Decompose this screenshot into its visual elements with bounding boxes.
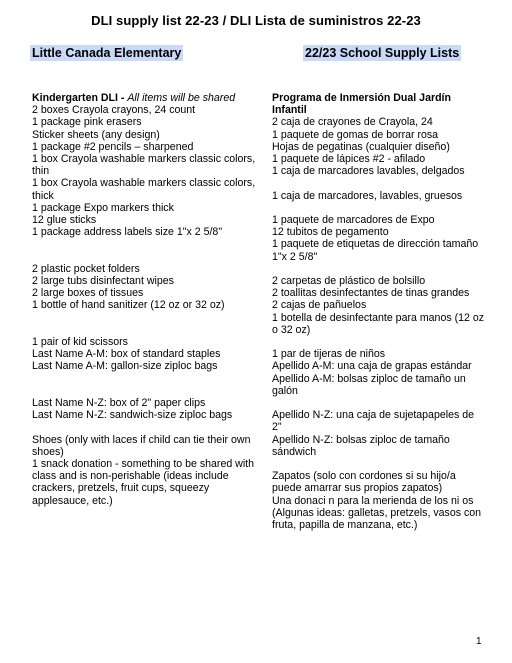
english-item: 12 glue sticks bbox=[32, 214, 97, 227]
english-item: Sticker sheets (any design) bbox=[32, 128, 160, 141]
english-item: Last Name A-M: gallon-size ziploc bags bbox=[32, 360, 218, 373]
english-item: Last Name N-Z: box of 2" paper clips bbox=[32, 396, 206, 409]
school-name-band: Little Canada Elementary bbox=[32, 46, 182, 60]
spanish-item: Apellido N-Z: una caja de sujetapapeles de 2" bbox=[272, 409, 475, 434]
english-item: Shoes (only with laces if child can tie their own shoes) bbox=[32, 433, 251, 458]
spanish-item: 1 caja de marcadores lavables, delgados bbox=[272, 165, 465, 178]
spanish-item bbox=[272, 202, 486, 214]
spanish-heading: Programa de Inmersión Dual Jardín Infantil bbox=[272, 92, 451, 117]
english-item: 2 large boxes of tissues bbox=[32, 287, 144, 300]
spanish-item: Una donaci n para la merienda de los ni os (Algunas ideas: galletas, pretzels, vasos con fruta, papilla de manzana, etc.) bbox=[272, 494, 482, 532]
spanish-item bbox=[272, 177, 486, 189]
spanish-item: 1 paquete de lápices #2 - afilado bbox=[272, 153, 426, 166]
english-item: 2 plastic pocket folders bbox=[32, 262, 140, 275]
spanish-item: Apellido N-Z: bolsas ziploc de tamaño sándwich bbox=[272, 433, 450, 458]
spanish-item: 2 toallitas desinfectantes de tinas grandes bbox=[272, 287, 470, 300]
spanish-item: 1 botella de desinfectante para manos (12 oz o 32 oz) bbox=[272, 311, 485, 336]
english-item: 1 bottle of hand sanitizer (12 oz or 32 oz) bbox=[32, 299, 225, 312]
spanish-item: Hojas de pegatinas (cualquier diseño) bbox=[272, 140, 450, 153]
spanish-item: 1 caja de marcadores, lavables, gruesos bbox=[272, 189, 463, 202]
english-item: 1 pair of kid scissors bbox=[32, 336, 128, 348]
english-item: Last Name A-M: box of standard staples bbox=[32, 348, 221, 361]
spanish-item: 1 par de tijeras de niños bbox=[272, 348, 386, 361]
english-item: 1 package pink erasers bbox=[32, 116, 142, 129]
spanish-item: 2 carpetas de plástico de bolsillo bbox=[272, 275, 426, 287]
spanish-item: 1 paquete de gomas de borrar rosa bbox=[272, 128, 439, 141]
english-item: 2 large tubs disinfectant wipes bbox=[32, 275, 174, 288]
english-item: 1 package Expo markers thick bbox=[32, 201, 174, 214]
english-item: 1 package #2 pencils – sharpened bbox=[32, 140, 194, 153]
spanish-item: 2 caja de crayones de Crayola, 24 bbox=[272, 116, 433, 129]
supply-list-title-band: 22/23 School Supply Lists bbox=[305, 46, 460, 60]
spanish-item: 1 paquete de marcadores de Expo bbox=[272, 214, 435, 226]
english-item: 1 box Crayola washable markers classic colors, thin bbox=[32, 153, 256, 178]
english-item: 2 boxes Crayola crayons, 24 count bbox=[32, 104, 196, 117]
spanish-item: 2 cajas de pañuelos bbox=[272, 299, 367, 312]
english-item: 1 snack donation - something to be shared with class and is non-perishable (ideas include crackers, pretzels, fruit cups, squeezy applesauce, etc.) bbox=[32, 457, 255, 507]
english-item: 1 package address labels size 1"x 2 5/8" bbox=[32, 226, 223, 239]
english-supply-column bbox=[32, 92, 256, 507]
page-number: 1 bbox=[476, 636, 482, 647]
document-title: DLI supply list 22-23 / DLI Lista de suministros 22-23 bbox=[91, 13, 421, 28]
spanish-item: Apellido A-M: bolsas ziploc de tamaño un galón bbox=[272, 372, 466, 397]
english-heading bbox=[32, 92, 256, 104]
spanish-item: 12 tubitos de pegamento bbox=[272, 226, 389, 239]
spanish-item: Zapatos (solo con cordones si su hijo/a puede amarrar sus propios zapatos) bbox=[272, 470, 456, 495]
spanish-item: 1 paquete de etiquetas de dirección tamaño 1"x 2 5/8" bbox=[272, 238, 479, 263]
english-item: 1 box Crayola washable markers classic colors, thick bbox=[32, 177, 256, 202]
spanish-item: Apellido A-M: una caja de grapas estándar bbox=[272, 360, 472, 373]
spanish-supply-column bbox=[272, 92, 486, 531]
english-heading-note: All items will be shared bbox=[127, 92, 236, 104]
english-heading-grade: Kindergarten DLI - bbox=[32, 92, 128, 104]
english-item: Last Name N-Z: sandwich-size ziploc bags bbox=[32, 409, 233, 422]
